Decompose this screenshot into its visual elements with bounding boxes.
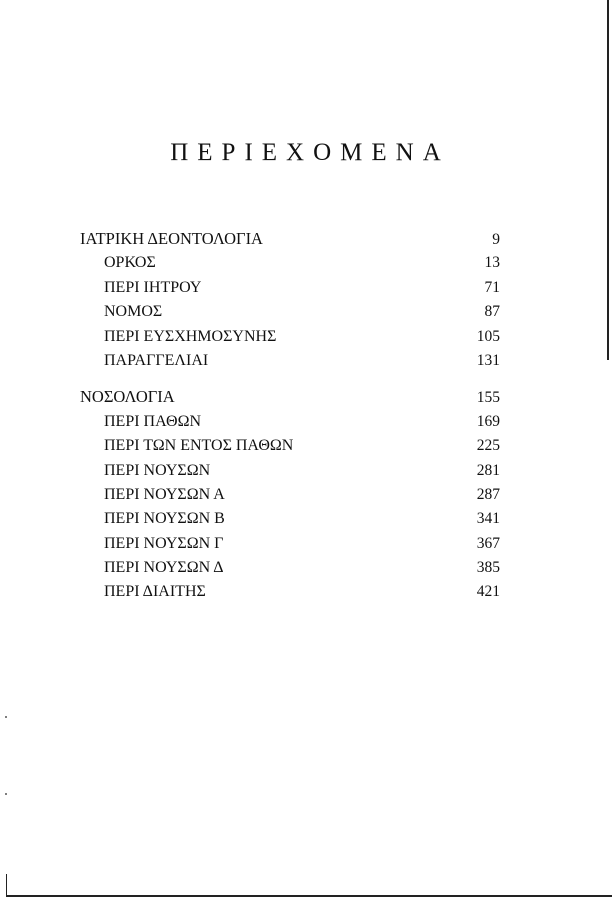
toc-entry[interactable]: [80, 251, 500, 275]
toc-page-number: 287: [476, 485, 500, 503]
toc-section-nosologia: [80, 385, 500, 605]
toc-page-number: 71: [484, 278, 500, 296]
scan-corner-mark: [6, 874, 7, 896]
toc-page-number: 155: [476, 389, 500, 407]
toc-entry[interactable]: [80, 325, 500, 349]
toc-heading-label: ΙΑΤΡΙΚΗ ΔΕΟΝΤΟΛΟΓΙΑ: [80, 229, 263, 248]
toc-page-number: 131: [476, 351, 500, 369]
toc-entry[interactable]: [80, 483, 500, 507]
toc-entry-label: ΠΑΡΑΓΓΕΛΙΑΙ: [104, 351, 209, 369]
toc-entry[interactable]: [80, 532, 500, 556]
page-edge-bottom: [6, 895, 612, 897]
toc-entry[interactable]: [80, 276, 500, 300]
toc-entry-label: ΠΕΡΙ ΝΟΥΣΩΝ Α: [104, 485, 225, 503]
toc-entry[interactable]: [80, 410, 500, 434]
toc-section-heading[interactable]: [80, 227, 500, 251]
toc-entry[interactable]: [80, 349, 500, 373]
table-of-contents: [80, 227, 500, 605]
toc-entry[interactable]: [80, 459, 500, 483]
scan-speck: [5, 716, 7, 718]
toc-entry[interactable]: [80, 300, 500, 324]
toc-page-number: 105: [476, 327, 500, 345]
toc-heading-label: ΝΟΣΟΛΟΓΙΑ: [80, 387, 175, 407]
toc-entry-label: ΠΕΡΙ ΤΩΝ ΕΝΤΟΣ ΠΑΘΩΝ: [104, 437, 294, 455]
toc-page-number: 385: [476, 559, 500, 577]
toc-entry[interactable]: [80, 580, 500, 604]
toc-page-number: 87: [484, 303, 500, 321]
toc-page-number: 421: [476, 583, 500, 601]
toc-entry-label: ΠΕΡΙ ΝΟΥΣΩΝ: [104, 461, 211, 479]
toc-page-number: 169: [476, 412, 500, 430]
toc-entry-label: ΠΕΡΙ ΝΟΥΣΩΝ Δ: [104, 559, 224, 577]
toc-page-number: 281: [476, 461, 500, 479]
toc-page-number: 13: [484, 254, 500, 272]
toc-entry-label: ΝΟΜΟΣ: [104, 303, 163, 321]
page-title: ΠΕΡΙΕΧΟΜΕΝΑ: [170, 139, 450, 166]
page-edge-right: [607, 0, 609, 360]
toc-entry-label: ΠΕΡΙ ΙΗΤΡΟΥ: [104, 278, 202, 296]
toc-page-number: 341: [476, 510, 500, 528]
toc-section-heading[interactable]: [80, 385, 500, 409]
scan-speck: [5, 793, 7, 795]
toc-page-number: 367: [476, 534, 500, 552]
toc-section-iatriki-deontologia: [80, 227, 500, 373]
toc-entry[interactable]: [80, 434, 500, 458]
toc-entry-label: ΠΕΡΙ ΠΑΘΩΝ: [104, 412, 202, 430]
toc-entry-label: ΟΡΚΟΣ: [104, 254, 156, 272]
toc-entry-label: ΠΕΡΙ ΝΟΥΣΩΝ Β: [104, 510, 225, 528]
toc-entry[interactable]: [80, 556, 500, 580]
toc-entry-label: ΠΕΡΙ ΕΥΣΧΗΜΟΣΥΝΗΣ: [104, 327, 277, 345]
toc-page-number: 225: [476, 437, 500, 455]
toc-entry-label: ΠΕΡΙ ΝΟΥΣΩΝ Γ: [104, 534, 224, 552]
toc-page-number: 9: [492, 231, 500, 248]
toc-entry[interactable]: [80, 507, 500, 531]
toc-entry-label: ΠΕΡΙ ΔΙΑΙΤΗΣ: [104, 583, 206, 601]
